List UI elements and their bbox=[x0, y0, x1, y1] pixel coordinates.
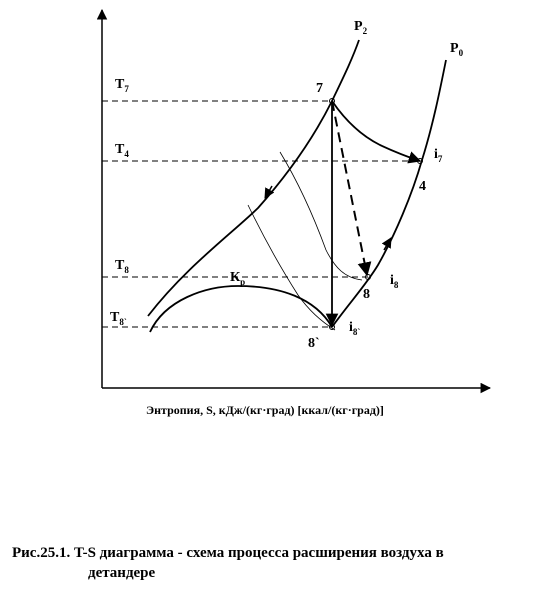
label-t4: $T_4$ bbox=[115, 142, 129, 159]
x-axis-label: Энтропия, S, кДж/(кг·град) [ккал/(кг·град)] bbox=[146, 403, 384, 417]
label-p0: $P_0$ bbox=[450, 41, 464, 58]
label-point-8p: 8` bbox=[308, 336, 320, 351]
label-t8p: $T_{8`}$ bbox=[110, 310, 127, 327]
label-point-4: 4 bbox=[419, 179, 426, 194]
p2-isobar bbox=[148, 40, 359, 316]
label-i7: $i_7$ bbox=[434, 147, 443, 164]
label-p2: $P_2$ bbox=[354, 19, 368, 36]
label-t8: $T_8$ bbox=[115, 258, 129, 275]
label-t7: $T_7$ bbox=[115, 77, 129, 94]
label-point-7: 7 bbox=[316, 81, 323, 96]
label-critical-point: $К_р$ bbox=[230, 270, 246, 287]
saturation-dome bbox=[150, 286, 332, 332]
label-i8: $i_8$ bbox=[390, 273, 399, 290]
real-expansion-7-8 bbox=[332, 101, 367, 275]
label-point-8: 8 bbox=[363, 287, 370, 302]
p0-isobar bbox=[332, 60, 446, 327]
process-7-4 bbox=[332, 101, 420, 161]
figure-caption bbox=[12, 543, 552, 583]
caption-line-2: детандере bbox=[88, 565, 156, 581]
enthalpy-line-i8 bbox=[248, 205, 335, 330]
enthalpy-line-i7 bbox=[280, 152, 362, 280]
caption-line-1: Рис.25.1. T-S диаграмма - схема процесса расширения воздуха в bbox=[12, 545, 444, 561]
label-i8p: $i_{8`}$ bbox=[349, 320, 361, 337]
